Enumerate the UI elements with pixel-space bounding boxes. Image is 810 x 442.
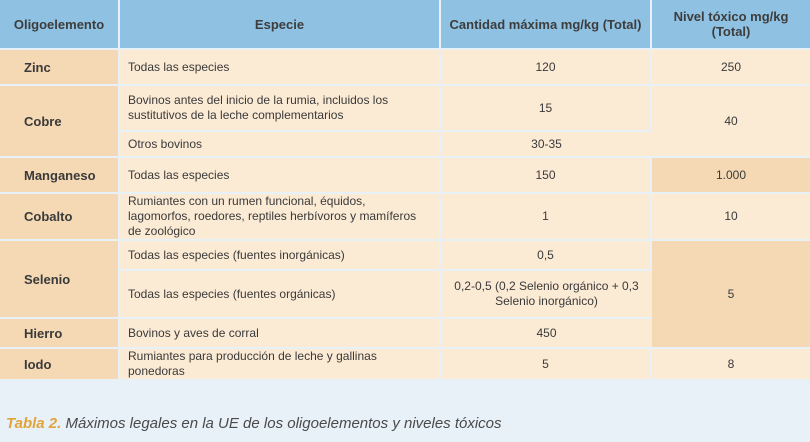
row-max: 0,5 xyxy=(441,239,652,269)
table-row xyxy=(0,192,810,239)
row-species: Rumiantes con un rumen funcional, équidos, lagomorfos, roedores, reptiles herbívoros y mamíferos de zoológico xyxy=(120,192,441,239)
header-toxic-level: Nivel tóxico mg/kg (Total) xyxy=(652,0,810,48)
row-max: 15 xyxy=(441,84,652,130)
header-species: Especie xyxy=(120,0,441,48)
row-max: 5 xyxy=(441,347,652,379)
table-caption xyxy=(6,415,502,432)
row-toxic: 40 xyxy=(652,84,810,156)
table-row xyxy=(0,156,810,192)
row-max: 120 xyxy=(441,48,652,84)
row-element: Cobre xyxy=(0,84,120,156)
row-element: Selenio xyxy=(0,239,120,317)
row-element: Hierro xyxy=(0,317,120,347)
header-max-amount: Cantidad máxima mg/kg (Total) xyxy=(441,0,652,48)
row-max: 450 xyxy=(441,317,652,347)
row-toxic: 10 xyxy=(652,192,810,239)
row-species: Bovinos antes del inicio de la rumia, incluidos los sustitutivos de la leche complementarios xyxy=(120,84,441,130)
row-toxic: 1.000 xyxy=(652,156,810,192)
row-toxic: 8 xyxy=(652,347,810,379)
row-max: 0,2-0,5 (0,2 Selenio orgánico + 0,3 Selenio inorgánico) xyxy=(441,269,652,317)
row-element: Iodo xyxy=(0,347,120,379)
row-element: Cobalto xyxy=(0,192,120,239)
row-species: Otros bovinos xyxy=(120,130,441,156)
row-toxic: 250 xyxy=(652,48,810,84)
row-species: Todas las especies (fuentes orgánicas) xyxy=(120,269,441,317)
caption-tag: Tabla 2. xyxy=(6,415,62,432)
table-row xyxy=(0,48,810,84)
table-row xyxy=(0,84,810,130)
caption-text: Máximos legales en la UE de los oligoelementos y niveles tóxicos xyxy=(61,415,502,432)
row-max: 150 xyxy=(441,156,652,192)
row-species: Todas las especies xyxy=(120,156,441,192)
row-element: Manganeso xyxy=(0,156,120,192)
table-row xyxy=(0,239,810,269)
header-element: Oligoelemento xyxy=(0,0,120,48)
row-species: Todas las especies (fuentes inorgánicas) xyxy=(120,239,441,269)
row-max: 1 xyxy=(441,192,652,239)
row-element: Zinc xyxy=(0,48,120,84)
table-header-row xyxy=(0,0,810,48)
row-species: Todas las especies xyxy=(120,48,441,84)
row-max: 30-35 xyxy=(441,130,652,156)
row-toxic: 5 xyxy=(652,239,810,347)
table-row xyxy=(0,347,810,379)
row-species: Bovinos y aves de corral xyxy=(120,317,441,347)
row-species: Rumiantes para producción de leche y gallinas ponedoras xyxy=(120,347,441,379)
